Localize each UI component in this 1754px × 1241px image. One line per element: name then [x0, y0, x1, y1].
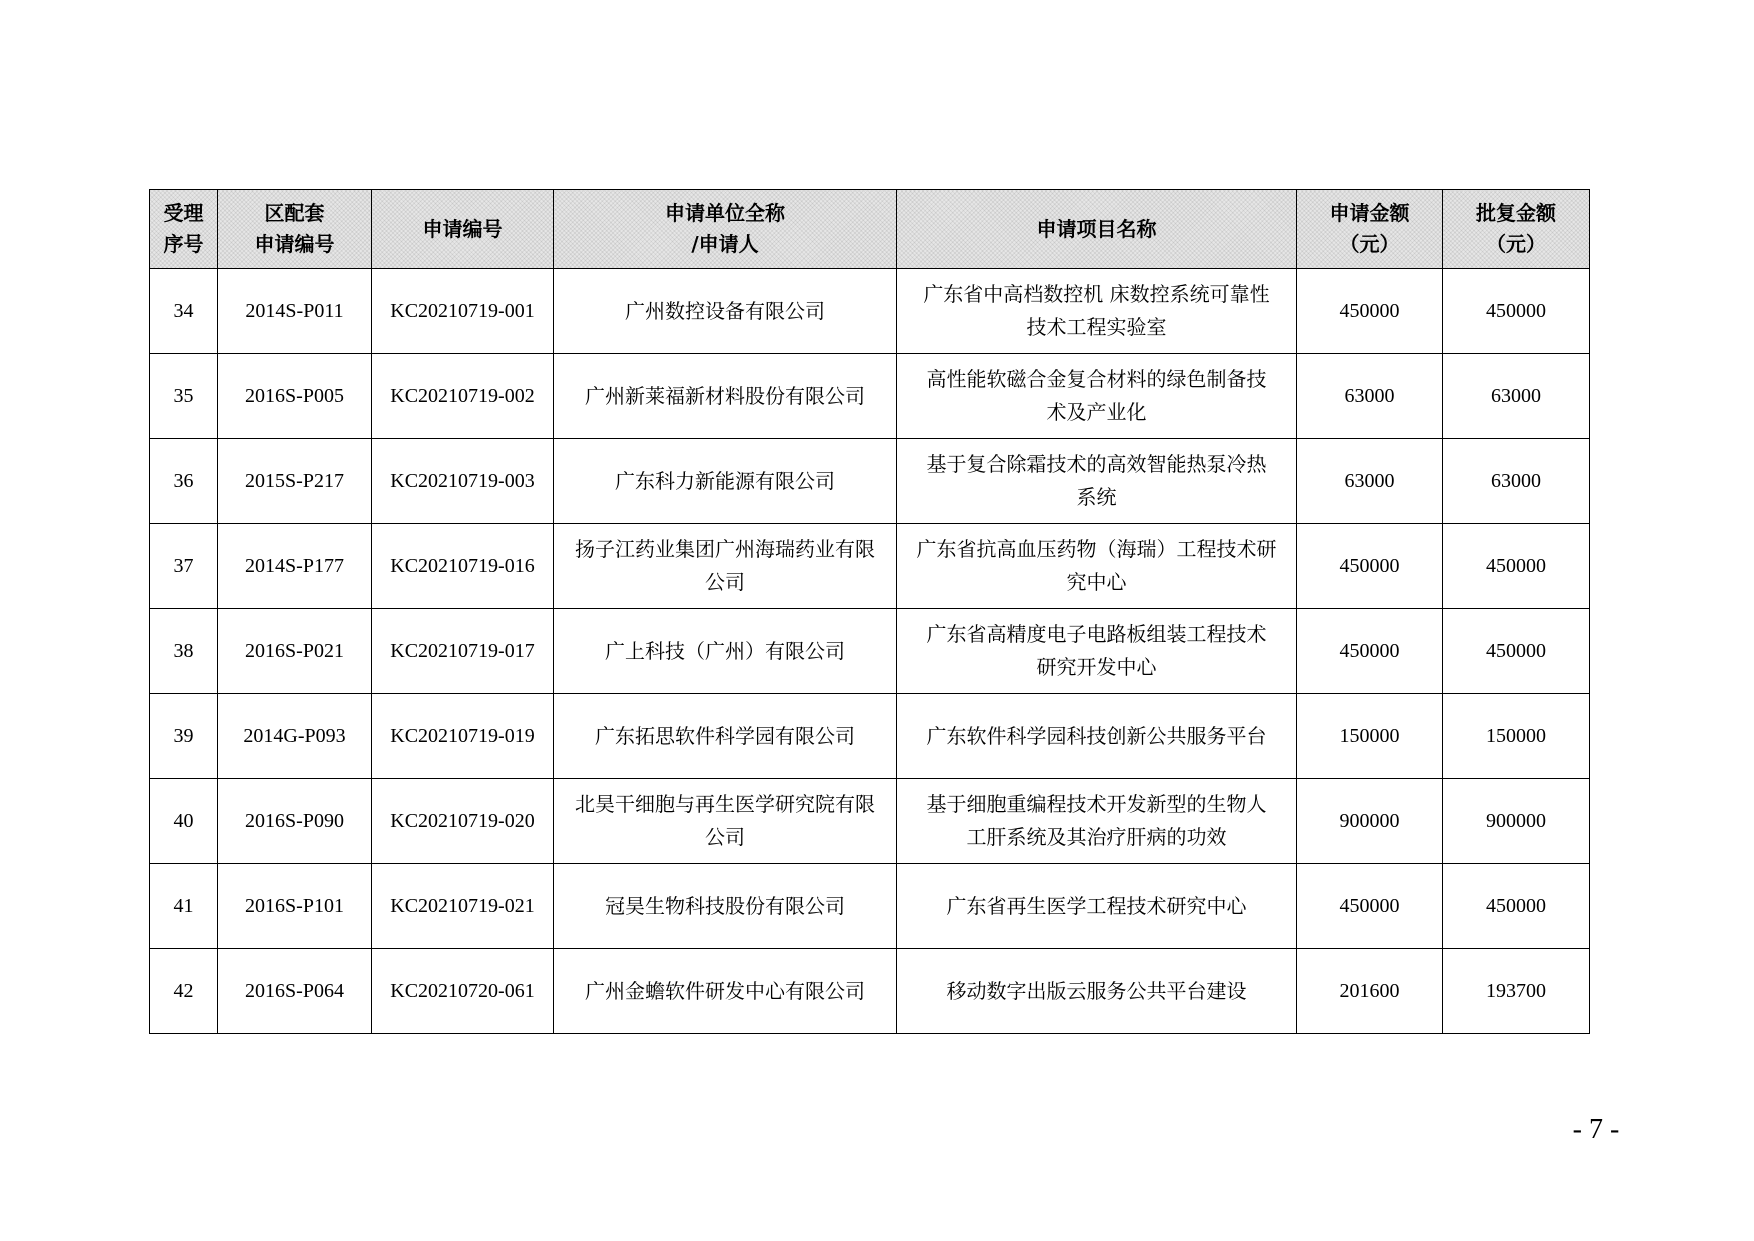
cell-project [897, 864, 1297, 949]
cell-approved: 150000 [1443, 694, 1590, 779]
cell-seq: 40 [150, 779, 218, 864]
cell-project-line: 广东省再生医学工程技术研究中心 [946, 893, 1247, 918]
cell-requested: 450000 [1297, 609, 1443, 694]
cell-project-line: 基于复合除霜技术的高效智能热泵冷热 [926, 452, 1267, 476]
cell-applicant-line: 公司 [705, 825, 745, 849]
header-district-no-line: 申请编号 [254, 232, 335, 256]
cell-project [897, 354, 1297, 439]
table-row [150, 949, 1590, 1034]
cell-project [897, 439, 1297, 524]
header-approved [1443, 190, 1590, 269]
table-body [150, 269, 1590, 1034]
cell-project-line: 广东省高精度电子电路板组装工程技术 [926, 622, 1267, 646]
header-approved-line: 批复金额 [1476, 201, 1556, 225]
cell-seq: 37 [150, 524, 218, 609]
cell-applicant [554, 949, 897, 1034]
cell-project-line: 广东软件科学园科技创新公共服务平台 [926, 723, 1267, 748]
cell-applicant [554, 779, 897, 864]
cell-seq: 34 [150, 269, 218, 354]
cell-district-no: 2016S-P101 [218, 864, 372, 949]
cell-district-no: 2014G-P093 [218, 694, 372, 779]
header-applicant [554, 190, 897, 269]
cell-applicant-line: 广州新莱福新材料股份有限公司 [585, 383, 865, 408]
header-requested-line: 申请金额 [1329, 201, 1410, 225]
header-seq-line: 序号 [163, 232, 204, 256]
cell-applicant-line: 公司 [705, 570, 745, 594]
cell-project [897, 949, 1297, 1034]
cell-project [897, 609, 1297, 694]
table-row [150, 354, 1590, 439]
cell-app-no: KC20210719-001 [372, 269, 554, 354]
cell-applicant-line: 扬子江药业集团广州海瑞药业有限 [575, 537, 875, 561]
header-requested-line: （元） [1339, 232, 1400, 256]
header-applicant-line: 申请单位全称 [665, 201, 785, 225]
cell-approved: 450000 [1443, 609, 1590, 694]
header-project-line: 申请项目名称 [1036, 216, 1157, 241]
table-row [150, 524, 1590, 609]
table-row [150, 609, 1590, 694]
cell-seq: 35 [150, 354, 218, 439]
cell-applicant-line: 广州金蟾软件研发中心有限公司 [585, 978, 865, 1003]
cell-app-no: KC20210719-021 [372, 864, 554, 949]
table-row [150, 694, 1590, 779]
cell-project-line: 系统 [1076, 485, 1117, 509]
cell-approved: 193700 [1443, 949, 1590, 1034]
cell-app-no: KC20210719-003 [372, 439, 554, 524]
cell-app-no: KC20210719-016 [372, 524, 554, 609]
cell-app-no: KC20210720-061 [372, 949, 554, 1034]
cell-requested: 450000 [1297, 269, 1443, 354]
cell-approved: 450000 [1443, 864, 1590, 949]
page-number: - 7 - [1572, 1114, 1620, 1145]
table-row [150, 269, 1590, 354]
cell-applicant-line: 冠昊生物科技股份有限公司 [605, 893, 845, 918]
cell-requested: 900000 [1297, 779, 1443, 864]
cell-applicant [554, 694, 897, 779]
table-row [150, 779, 1590, 864]
cell-district-no: 2016S-P064 [218, 949, 372, 1034]
cell-approved: 450000 [1443, 269, 1590, 354]
cell-requested: 450000 [1297, 524, 1443, 609]
header-project [897, 190, 1297, 269]
cell-applicant-line: 广州数控设备有限公司 [625, 298, 825, 323]
cell-applicant-line: 广东拓思软件科学园有限公司 [595, 723, 855, 748]
header-seq-line: 受理 [163, 201, 204, 225]
header-seq [150, 190, 218, 269]
table-header [150, 190, 1590, 269]
cell-project-line: 基于细胞重编程技术开发新型的生物人 [926, 792, 1267, 816]
cell-applicant [554, 439, 897, 524]
cell-requested: 201600 [1297, 949, 1443, 1034]
cell-project-line: 技术工程实验室 [1026, 315, 1167, 339]
header-district-no [218, 190, 372, 269]
cell-applicant-line: 广东科力新能源有限公司 [615, 468, 835, 493]
cell-applicant [554, 269, 897, 354]
header-applicant-line: /申请人 [691, 232, 759, 256]
cell-project [897, 269, 1297, 354]
cell-seq: 39 [150, 694, 218, 779]
cell-requested: 150000 [1297, 694, 1443, 779]
header-approved-line: （元） [1486, 232, 1546, 256]
cell-requested: 63000 [1297, 439, 1443, 524]
header-district-no-line: 区配套 [264, 201, 325, 225]
cell-district-no: 2016S-P005 [218, 354, 372, 439]
table-row [150, 864, 1590, 949]
cell-district-no: 2016S-P021 [218, 609, 372, 694]
cell-app-no: KC20210719-002 [372, 354, 554, 439]
cell-project-line: 术及产业化 [1046, 400, 1147, 424]
cell-project-line: 广东省中高档数控机 床数控系统可靠性 [923, 282, 1270, 306]
funding-table [149, 189, 1590, 1034]
cell-approved: 63000 [1443, 439, 1590, 524]
cell-applicant-line: 广上科技（广州）有限公司 [605, 638, 845, 663]
cell-seq: 36 [150, 439, 218, 524]
cell-project-line: 究中心 [1066, 570, 1127, 594]
cell-seq: 42 [150, 949, 218, 1034]
cell-app-no: KC20210719-019 [372, 694, 554, 779]
cell-requested: 63000 [1297, 354, 1443, 439]
cell-district-no: 2014S-P177 [218, 524, 372, 609]
cell-project [897, 779, 1297, 864]
header-row [150, 190, 1590, 269]
cell-app-no: KC20210719-020 [372, 779, 554, 864]
cell-applicant [554, 524, 897, 609]
cell-project-line: 广东省抗高血压药物（海瑞）工程技术研 [916, 537, 1277, 561]
cell-district-no: 2015S-P217 [218, 439, 372, 524]
header-requested [1297, 190, 1443, 269]
cell-app-no: KC20210719-017 [372, 609, 554, 694]
cell-applicant [554, 354, 897, 439]
cell-project [897, 694, 1297, 779]
cell-approved: 450000 [1443, 524, 1590, 609]
cell-project-line: 研究开发中心 [1036, 655, 1157, 679]
cell-district-no: 2014S-P011 [218, 269, 372, 354]
cell-approved: 63000 [1443, 354, 1590, 439]
cell-project [897, 524, 1297, 609]
cell-applicant-line: 北昊干细胞与再生医学研究院有限 [575, 792, 875, 816]
cell-project-line: 工肝系统及其治疗肝病的功效 [966, 825, 1227, 849]
cell-applicant [554, 864, 897, 949]
cell-applicant [554, 609, 897, 694]
header-app-no [372, 190, 554, 269]
cell-district-no: 2016S-P090 [218, 779, 372, 864]
cell-approved: 900000 [1443, 779, 1590, 864]
table-row [150, 439, 1590, 524]
cell-project-line: 高性能软磁合金复合材料的绿色制备技 [926, 367, 1267, 391]
cell-requested: 450000 [1297, 864, 1443, 949]
cell-project-line: 移动数字出版云服务公共平台建设 [946, 978, 1247, 1003]
cell-seq: 38 [150, 609, 218, 694]
header-app-no-line: 申请编号 [422, 216, 503, 241]
cell-seq: 41 [150, 864, 218, 949]
